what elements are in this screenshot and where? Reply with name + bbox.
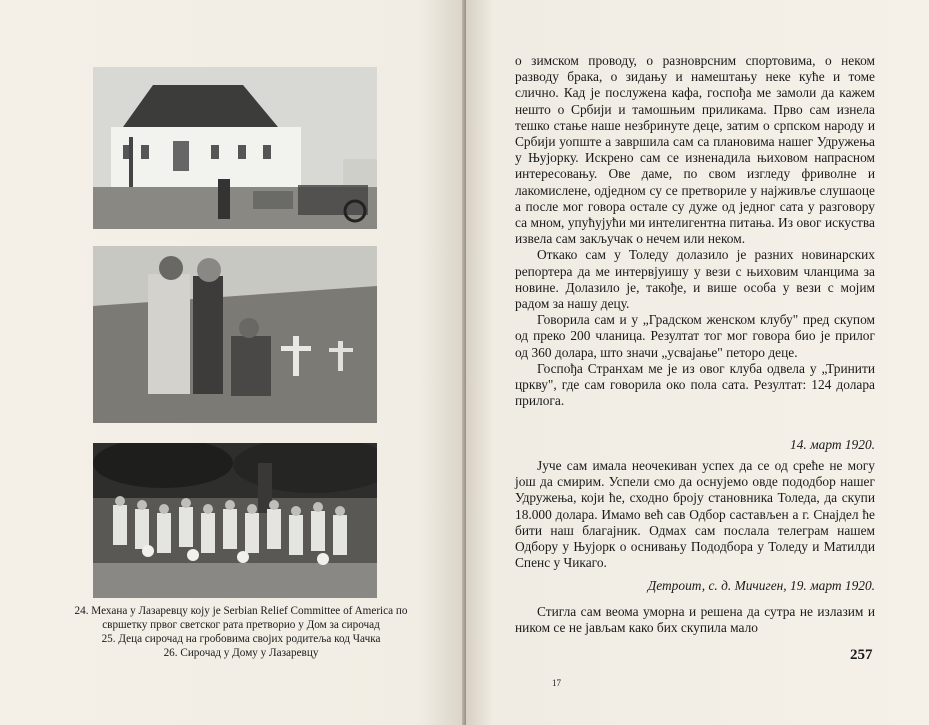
body-text-block-2: [515, 458, 875, 571]
paragraph-6: Стигла сам веома уморна и решена да сутра не излазим и ником се не јављам како бих скупила мало: [515, 604, 875, 636]
caption-25: 25. Деца сирочад на гробовима својих родитеља код Чачка: [101, 633, 381, 645]
photo-children-image: [93, 443, 377, 598]
signature-mark: 17: [552, 678, 561, 688]
paragraph-2: Откако сам у Толеду долазило је разних новинарских репортера да ме интервјуишу у вези с њиховим чланцима за новине. Долазило је, такође, и више особа у вези с мојим радом за нашу децу.: [515, 247, 875, 312]
body-text-block-3: [515, 604, 875, 636]
paragraph-4: Госпођа Странхам ме је из овог клуба одвела у „Тринити цркву", где сам говорила око пола сата. Резултат: 124 долара прилога.: [515, 360, 875, 409]
paragraph-1: о зимском проводу, о разноврсним спортовима, о неком разводу брака, о зидању и намештању неке куће и томе слично. Кад је послужена кафа, госпођа ме замоли да кажем нешто о Србији и тамошњим приликама. Прво сам изнела тешко стање наше незбринуте деце, затим о српском народу и Србији уопште а завршила сам са плановима нашег Удружења у Њујорку. Искрено сам се изненадила њиховом напрасном интересовању. Ове даме, по свом изгледу фриволне и лакомислене, одједном су се претвориле у најживље слушаоце а после мог говора остале су дуже од једног сата у разговору са мном, упућујући ми интелигентна питања. Из овог искуства извела сам закључак о нечем или неком.: [515, 53, 875, 247]
photo-inn-lazarevac: [93, 67, 377, 229]
body-text-block-1: [515, 53, 875, 409]
page-number: 257: [850, 647, 873, 663]
photo-orphans-graves: [93, 246, 377, 423]
photo-graves-image: [93, 246, 377, 423]
photo-captions: [55, 604, 427, 660]
photo-orphanage-children: [93, 443, 377, 598]
paragraph-3: Говорила сам и у „Градском женском клубу" пред скупом од преко 200 чланица. Резултат тог мог говора био је прилог од 360 долара, што значи „усвајање" петоро деце.: [515, 312, 875, 360]
dateline-1: 14. март 1920.: [790, 437, 875, 452]
photo-inn-image: [93, 67, 377, 229]
caption-24: 24. Механа у Лазаревцу коју је Serbian Relief Committee of America по свршетку првог светског рата претворио у Дом за сирочад: [74, 605, 408, 631]
dateline-2: Детроит, с. д. Мичиген, 19. март 1920.: [647, 578, 875, 593]
paragraph-5: Јуче сам имала неочекиван успех да се од среће не могу још да смирим. Успели смо да оснујемо овде пододбор нашег Удружења, који ће, сходно броју становника Толеда, да скупи 18.000 долара. Имамо већ сав Одбор састављен а г. Снајдел ће бити наш благајник. Одмах сам послала телеграм нашем Одбору у Њујорк о оснивању Пододбора у Толеду и Матилди Спенс у Чикаго.: [515, 458, 875, 571]
caption-26: 26. Сирочад у Дому у Лазаревцу: [163, 647, 319, 659]
